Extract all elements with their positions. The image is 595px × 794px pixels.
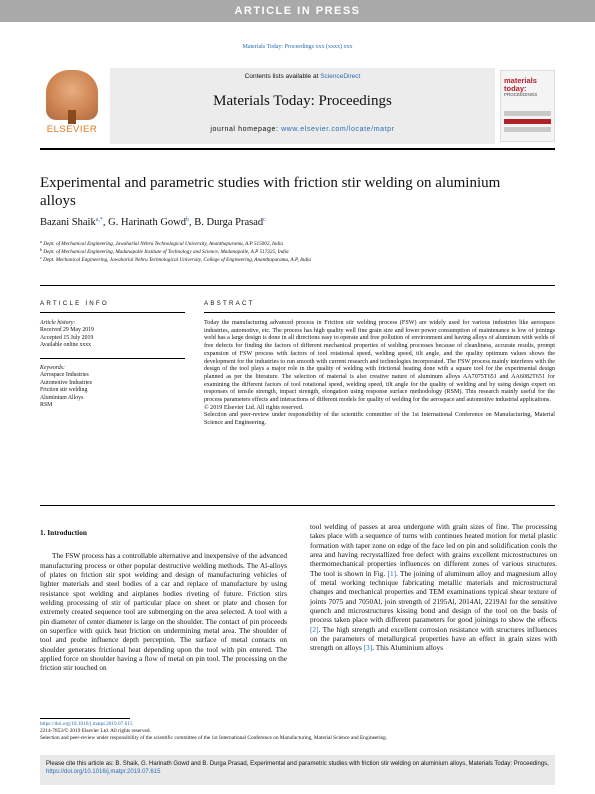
journal-title: Materials Today: Proceedings <box>213 93 392 109</box>
cover-title-line-2: today: <box>504 83 527 93</box>
issn-line: 2214-7853/© 2019 Elsevier Ltd. All rights reserved. <box>40 728 151 734</box>
keyword: RSM <box>40 402 53 409</box>
affiliation-mark: b <box>40 247 42 252</box>
doi-link[interactable]: https://doi.org/10.1016/j.matpr.2019.07.615 <box>40 721 133 727</box>
keyword: Aluminium Alloys <box>40 394 84 401</box>
reference-link[interactable]: [2] <box>310 624 319 634</box>
author-name: B. Durga Prasad <box>194 217 264 228</box>
cover-stripe <box>504 119 551 124</box>
keyword: Automotive Industries <box>40 379 93 386</box>
author-name: Bazani Shaik <box>40 217 96 228</box>
keywords <box>40 365 175 409</box>
sciencedirect-link[interactable]: ScienceDirect <box>320 73 361 80</box>
divider <box>40 312 185 313</box>
cover-title <box>504 77 537 97</box>
affiliation-text: Dept. of Mechanical Engineering, Jawaharlal Nehru Technological University, Ananthapuramu, A.P 515002, India <box>43 241 284 247</box>
citation-box <box>40 755 555 785</box>
history-item: Available online xxxx <box>40 342 92 349</box>
journal-citation-line[interactable]: Materials Today: Proceedings xxx (xxxx) xxx <box>242 44 353 50</box>
homepage-prefix: journal homepage: <box>210 126 279 133</box>
author-affiliation-mark[interactable]: b <box>185 217 189 223</box>
history-item: Accepted 15 July 2019 <box>40 334 94 341</box>
abstract-text <box>204 320 555 428</box>
page-footer <box>40 721 555 742</box>
keyword: Aerospace Industries <box>40 372 89 379</box>
footer-peer-review-note: Selection and peer-review under responsibility of the scientific committee of the 1st International Conference on Manufacturing, Material Science and Engineering. <box>40 735 388 741</box>
author-affiliation-mark[interactable]: c <box>263 217 266 223</box>
cover-stripe <box>504 127 551 132</box>
contents-prefix: Contents lists available at <box>244 73 319 80</box>
section-heading: 1. Introduction <box>40 528 87 537</box>
keyword: Friction stir welding <box>40 387 88 394</box>
author-list: Bazani Shaik$^{a,*}$, G. Harinath Gowd$^b$, B. Durga Prasad$^c$ <box>40 217 266 228</box>
keywords-label: Keywords: <box>40 365 65 371</box>
divider <box>40 285 555 286</box>
citation-text: Please cite this article as: B. Shaik, G. Harinath Gowd and B. Durga Prasad, Experimental and parametric studies with friction stir welding on aluminium alloys, Materials Today: Proceedings, <box>46 761 549 767</box>
header-divider <box>40 148 555 150</box>
reference-link[interactable]: [3] <box>363 643 373 653</box>
contents-line <box>110 73 495 80</box>
divider <box>204 312 555 313</box>
affiliation <box>40 247 289 255</box>
history-label: Article history: <box>40 320 76 326</box>
copyright-line: © 2019 Elsevier Ltd. All rights reserved. <box>204 404 304 411</box>
cover-title-line-1: materials <box>504 76 537 85</box>
tree-trunk <box>68 110 76 124</box>
paragraph-text: . The joining of aluminum alloy and magnesium alloy of metal working technique fabricating metallic materials and microstructural changes and mechanical properties and TEM examinations typical shear texture of joints 7075 and 7050Al, join strength of 2195Al, 2014Al, 2219Al for the sensitive quench and microstructures kissing bond and design of the tool on the basis of process taken place with different parameters for good joinings to show the effects <box>310 568 557 625</box>
journal-header <box>40 68 555 144</box>
affiliation-mark: a <box>40 239 42 244</box>
author-name: G. Harinath Gowd <box>108 217 186 228</box>
article-info-heading: ARTICLE INFO <box>40 300 109 307</box>
author-affiliation-mark[interactable]: a,* <box>95 217 103 223</box>
article-in-press-banner: ARTICLE IN PRESS <box>0 0 595 22</box>
abstract-heading: ABSTRACT <box>204 300 255 307</box>
cover-title-line-3: PROCEEDINGS <box>504 91 538 97</box>
affiliation-text: Dept. of Mechanical Engineering, Madanapalle Institute of Technology and Science, Madanapalle, A.P 517325, India <box>43 249 289 255</box>
peer-review-note: Selection and peer-review under responsibility of the scientific committee of the 1st International Conference on Manufacturing, Material Science and Engineering. <box>204 412 555 427</box>
affiliation-text: Dept. Mechanical Engineering, Jawaharlal Nehru Technological University, College of Engineering, Ananthapuramu, A.P, India <box>43 257 312 263</box>
article-title: Experimental and parametric studies with friction stir welding on aluminium alloys <box>40 175 501 209</box>
paragraph-text: tool welding of passes at area undergone with grain sizes of fine. The processing takes place with a sequence of turns with continues heated motion for metal plastic formation with taper zone on edge of the face led on pin and solidification cools the area and having recrystallized free defect with grains excellent microstructures on thermomechanical properties influences on different zones of various structures. The tool is shown in Fig. <box>310 522 557 578</box>
body-left-column <box>40 528 287 673</box>
affiliation <box>40 239 283 247</box>
history-item: Received 29 May 2019 <box>40 327 94 334</box>
affiliation <box>40 255 311 263</box>
homepage-url-link[interactable]: www.elsevier.com/locate/matpr <box>281 126 395 133</box>
affiliation-mark: c <box>40 255 42 260</box>
abstract-body: Today the manufacturing advanced process in Friction stir welding process (FSW) are widely used for various industries like aerospace industries, automotive, etc. The process has high quality well fine grain size and lower power consumption of maintenance is low of joinings weld has a large design is done in all directions easy to operate and free pollution of environment and having alloys of aluminum with welds of free defects for finding the factors of different mechanical properties of welding processes because of cleanliness, accurate results, prompt expansion of FSW process with factors of tool rotational speed, welding speed, tilt angle, and the quality optimum values shows the development for the industries to run smooth with current research and technologies incorporated. The FSW process mainly interferes with the design of the tool plays a major role in the quality of welding with frictional heating done with a square tool for the experimental design planned as per the literature. The selection of material is also creative nature of aluminum alloys AA7075T651 and AA6082T651 for examining the different factors of tool rotational speed, welding speed, tilt angle for the quality of welding and by using design expert on responses of tensile strength, impact strength, elongation using response surface methodology (RSM). This research mainly useful for the process parameters effects and interactions of different models for quality of welding for the aerospace and automotive industrial applications. <box>204 320 555 404</box>
article-history <box>40 320 175 350</box>
body-right-column <box>310 522 557 653</box>
reference-link[interactable]: [1] <box>387 568 397 578</box>
journal-header-box <box>110 68 495 144</box>
publisher-name: ELSEVIER <box>46 124 98 135</box>
citation-doi-link[interactable]: https://doi.org/10.1016/j.matpr.2019.07.615 <box>46 769 161 775</box>
journal-cover-thumbnail[interactable] <box>500 70 555 142</box>
journal-homepage <box>110 126 495 133</box>
cover-stripe <box>504 111 551 116</box>
footnote-divider <box>40 718 130 719</box>
divider <box>40 358 185 359</box>
paragraph-text: . This Aluminium alloys <box>372 643 444 653</box>
divider <box>40 505 555 506</box>
paragraph-text: . The high strength and excellent corrosion resistance with structures influences on the parameters of metallurgical properties have an effect in grain sizes with strength on alloys <box>310 624 557 653</box>
elsevier-logo[interactable] <box>40 68 104 140</box>
body-paragraph: The FSW process has a controllable alternative and inexpensive of the advanced manufacturing process or other popular destructive welding methods. The Al-alloys of plates on friction stir spot welding and design of manufacturing vehicles of lighter materials and steel bodies of a car and replace of manufacture by using resistance spot welding and airplanes bodies riveting of future. Friction stirs welding processing of stir of particular place on sheet or plate and chosen for extremely created sequence tool are submerging on the area selected. A tool with a pin diameter of center diameter is large on the shoulder. The contact of pin proceeds on superfice with quick heat friction on undermining metal area. The shoulder of tool and probe influence depth perception. The surface of metal contacts on shoulder generates frictional heat depending upon the tool with pin entered. The applied force on shoulder having a flow of metal on pin tool. The processing on the friction stir touched on <box>40 551 287 673</box>
body-paragraph <box>310 522 557 653</box>
